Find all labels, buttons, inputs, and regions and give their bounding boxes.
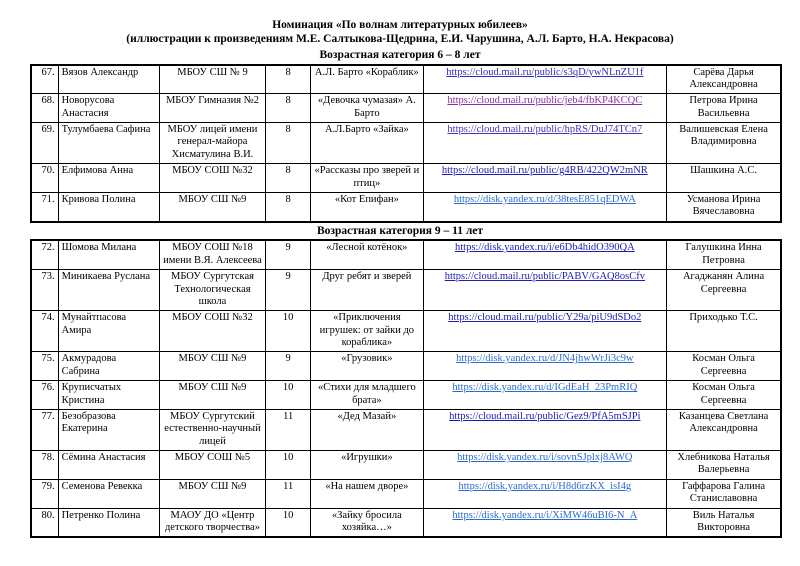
participant-age: 11: [266, 409, 311, 450]
table-row: [31, 381, 781, 410]
participant-name: Безобразова Екатерина: [58, 409, 159, 450]
school-name: МБОУ СШ № 9: [159, 65, 265, 94]
teacher-name: Хлебникова Наталья Валерьевна: [667, 451, 781, 480]
artwork-link: [423, 240, 667, 269]
school-name: МБОУ СШ №9: [159, 381, 265, 410]
table-section-9-11: [30, 239, 800, 538]
participant-name: Акмурадова Сабрина: [58, 352, 159, 381]
participant-name: Шомова Милана: [58, 240, 159, 269]
school-name: МБОУ Гимназия №2: [159, 94, 265, 123]
table-row: [31, 192, 781, 221]
school-name: МБОУ СШ №9: [159, 192, 265, 221]
artwork-link: [423, 352, 667, 381]
row-number: 68.: [31, 94, 58, 123]
participant-age: 9: [266, 270, 311, 311]
teacher-name: Галушкина Инна Петровна: [667, 240, 781, 269]
artwork-title: А.Л. Барто «Кораблик»: [311, 65, 423, 94]
row-number: 72.: [31, 240, 58, 269]
row-number: 76.: [31, 381, 58, 410]
participant-name: Петренко Полина: [58, 508, 159, 537]
participant-age: 10: [266, 508, 311, 537]
artwork-title: «Стихи для младшего брата»: [311, 381, 423, 410]
participant-age: 8: [266, 164, 311, 193]
artwork-link: [423, 479, 667, 508]
table-row: [31, 352, 781, 381]
participant-age: 9: [266, 352, 311, 381]
row-number: 73.: [31, 270, 58, 311]
artwork-link: [423, 311, 667, 352]
row-number: 71.: [31, 192, 58, 221]
artwork-title: «Игрушки»: [311, 451, 423, 480]
participant-age: 9: [266, 240, 311, 269]
table-row: [31, 479, 781, 508]
table-row: [31, 508, 781, 537]
row-number: 74.: [31, 311, 58, 352]
artwork-url-link[interactable]: https://cloud.mail.ru/public/jeb4/fbKP4KCQC: [447, 95, 643, 107]
artwork-url-link[interactable]: https://disk.yandex.ru/i/H8d6rzKX_isI4g: [458, 480, 632, 492]
artwork-link: [423, 192, 667, 221]
teacher-name: Косман Ольга Сергеевна: [667, 352, 781, 381]
artwork-url-link[interactable]: https://disk.yandex.ru/d/IGdEaH_23PmRIQ: [452, 382, 638, 394]
document-title-block: [0, 18, 800, 47]
school-name: МБОУ СОШ №18 имени В.Я. Алексеева: [159, 240, 265, 269]
artwork-title: «На нашем дворе»: [311, 479, 423, 508]
school-name: МБОУ СОШ №5: [159, 451, 265, 480]
teacher-name: Шашкина А.С.: [667, 164, 781, 193]
table-row: [31, 311, 781, 352]
participant-age: 8: [266, 123, 311, 164]
participant-name: Мунайтпасова Амира: [58, 311, 159, 352]
artwork-title: «Приключения игрушек: от зайки до кораблика»: [311, 311, 423, 352]
age-category-heading-6-8: Возрастная категория 6 – 8 лет: [319, 48, 481, 61]
artwork-link: [423, 94, 667, 123]
artwork-url-link[interactable]: https://disk.yandex.ru/i/XiMW46uBI6-N_A: [452, 509, 638, 521]
artwork-url-link[interactable]: https://cloud.mail.ru/public/Y29a/piU9dSDo2: [448, 312, 642, 324]
artwork-link: [423, 451, 667, 480]
participants-table-6-8: [30, 64, 782, 223]
school-name: МБОУ Сургутская Технологическая школа: [159, 270, 265, 311]
row-number: 69.: [31, 123, 58, 164]
nomination-subtitle: (иллюстрации к произведениям М.Е. Салтыкова-Щедрина, Е.И. Чарушина, А.Л. Барто, Н.А. Некрасова): [126, 33, 674, 46]
table-row: [31, 240, 781, 269]
participant-age: 10: [266, 451, 311, 480]
artwork-link: [423, 65, 667, 94]
artwork-link: [423, 381, 667, 410]
artwork-url-link[interactable]: https://cloud.mail.ru/public/hpRS/DuJ74TCn7: [447, 124, 643, 136]
artwork-link: [423, 164, 667, 193]
artwork-title: «Зайку бросила хозяйка…»: [311, 508, 423, 537]
artwork-url-link[interactable]: https://disk.yandex.ru/d/JN4jhwWrJi3c9w: [456, 353, 634, 365]
artwork-url-link[interactable]: https://cloud.mail.ru/public/Gez9/PfA5mSJPi: [449, 410, 641, 422]
row-number: 78.: [31, 451, 58, 480]
age-category-heading-9-11: Возрастная категория 9 – 11 лет: [316, 224, 484, 237]
artwork-title: Друг ребят и зверей: [311, 270, 423, 311]
artwork-title: «Рассказы про зверей и птиц»: [311, 164, 423, 193]
artwork-url-link[interactable]: https://cloud.mail.ru/public/PABV/GAQ8osCfv: [444, 271, 645, 283]
school-name: МБОУ СОШ №32: [159, 311, 265, 352]
artwork-link: [423, 123, 667, 164]
school-name: МАОУ ДО «Центр детского творчества»: [159, 508, 265, 537]
table-row: [31, 270, 781, 311]
teacher-name: Валишевская Елена Владимировна: [667, 123, 781, 164]
row-number: 67.: [31, 65, 58, 94]
teacher-name: Гаффарова Галина Станиславовна: [667, 479, 781, 508]
participant-age: 8: [266, 94, 311, 123]
school-name: МБОУ Сургутский естественно-научный лицей: [159, 409, 265, 450]
row-number: 80.: [31, 508, 58, 537]
participant-age: 10: [266, 311, 311, 352]
participant-age: 8: [266, 192, 311, 221]
table-section-6-8: [30, 64, 800, 223]
table-row: [31, 123, 781, 164]
participant-name: Круписчатых Кристина: [58, 381, 159, 410]
table-row: [31, 65, 781, 94]
participant-age: 10: [266, 381, 311, 410]
artwork-link: [423, 409, 667, 450]
school-name: МБОУ лицей имени генерал-майора Хисматулина В.И.: [159, 123, 265, 164]
participant-name: Кривова Полина: [58, 192, 159, 221]
teacher-name: Усманова Ирина Вячеславовна: [667, 192, 781, 221]
artwork-title: «Девочка чумазая» А. Барто: [311, 94, 423, 123]
teacher-name: Виль Наталья Викторовна: [667, 508, 781, 537]
table-row: [31, 94, 781, 123]
school-name: МБОУ СШ №9: [159, 479, 265, 508]
row-number: 77.: [31, 409, 58, 450]
row-number: 75.: [31, 352, 58, 381]
participant-name: Вязов Александр: [58, 65, 159, 94]
artwork-title: «Грузовик»: [311, 352, 423, 381]
nomination-title: Номинация «По волнам литературных юбилеев»: [272, 19, 528, 31]
participant-name: Елфимова Анна: [58, 164, 159, 193]
row-number: 79.: [31, 479, 58, 508]
artwork-link: [423, 270, 667, 311]
artwork-title: «Дед Мазай»: [311, 409, 423, 450]
participant-name: Новорусова Анастасия: [58, 94, 159, 123]
school-name: МБОУ СОШ №32: [159, 164, 265, 193]
participant-name: Миникаева Руслана: [58, 270, 159, 311]
artwork-title: «Кот Епифан»: [311, 192, 423, 221]
participant-name: Сёмина Анастасия: [58, 451, 159, 480]
row-number: 70.: [31, 164, 58, 193]
artwork-title: «Лесной котёнок»: [311, 240, 423, 269]
artwork-url-link[interactable]: https://cloud.mail.ru/public/g4RB/422QW2mNR: [441, 165, 648, 177]
teacher-name: Приходько Т.С.: [667, 311, 781, 352]
participant-age: 11: [266, 479, 311, 508]
participant-name: Тулумбаева Сафина: [58, 123, 159, 164]
artwork-url-link[interactable]: https://disk.yandex.ru/i/e6Db4hidO390QA: [455, 242, 635, 254]
artwork-url-link[interactable]: https://disk.yandex.ru/d/38tesE851qEDWA: [453, 193, 636, 205]
table-row: [31, 451, 781, 480]
artwork-title: А.Л.Барто «Зайка»: [311, 123, 423, 164]
teacher-name: Казанцева Светлана Александровна: [667, 409, 781, 450]
artwork-link: [423, 508, 667, 537]
table-row: [31, 164, 781, 193]
artwork-url-link[interactable]: https://disk.yandex.ru/i/sovnSJplxj8AWQ: [457, 452, 633, 464]
school-name: МБОУ СШ №9: [159, 352, 265, 381]
artwork-url-link[interactable]: https://cloud.mail.ru/public/s3qD/ywNLnZU1f: [446, 66, 644, 78]
table-row: [31, 409, 781, 450]
teacher-name: Агаджанян Алина Сергеевна: [667, 270, 781, 311]
teacher-name: Сарёва Дарья Александровна: [667, 65, 781, 94]
participants-table-9-11: [30, 239, 782, 538]
participant-age: 8: [266, 65, 311, 94]
teacher-name: Петрова Ирина Васильевна: [667, 94, 781, 123]
participant-name: Семенова Ревекка: [58, 479, 159, 508]
teacher-name: Косман Ольга Сергеевна: [667, 381, 781, 410]
